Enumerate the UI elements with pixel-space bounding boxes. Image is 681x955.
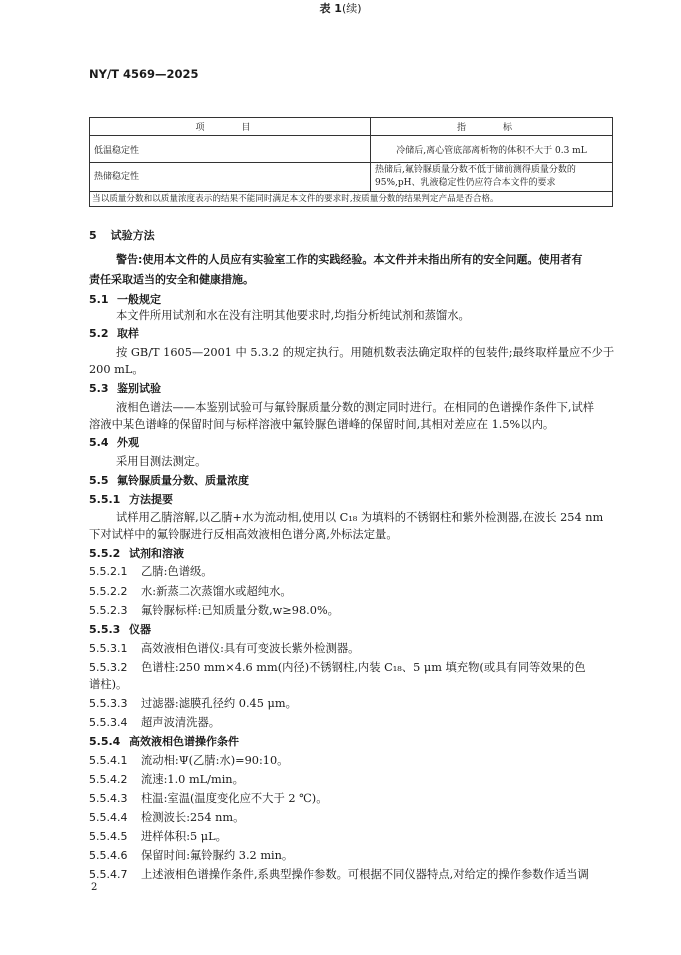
table-cell-spec-line: 95%,pH、乳液稳定性仍应符合本文件的要求 bbox=[375, 178, 556, 188]
paragraph: 溶液中某色谱峰的保留时间与标样溶液中氟铃脲色谱峰的保留时间,其相对差应在 1.5%以内。 bbox=[89, 418, 555, 431]
section-number: 5.5.2 bbox=[89, 547, 121, 560]
section-number: 5.5.1 bbox=[89, 493, 121, 506]
section-title: 氟铃脲质量分数、质量浓度 bbox=[117, 474, 249, 487]
clause bbox=[89, 827, 227, 847]
standard-code: NY/T 4569—2025 bbox=[89, 67, 199, 81]
table-cell-item: 低温稳定性 bbox=[90, 136, 371, 163]
clause-number: 5.5.3.3 bbox=[89, 697, 128, 710]
clause bbox=[89, 789, 328, 809]
section-number: 5.2 bbox=[89, 327, 109, 340]
clause-number: 5.5.3.4 bbox=[89, 716, 128, 729]
clause-number: 5.5.2.1 bbox=[89, 565, 128, 578]
clause bbox=[89, 658, 586, 678]
section-number: 5 bbox=[89, 229, 97, 242]
section-5-5-2-heading bbox=[89, 544, 184, 564]
section-title: 试验方法 bbox=[110, 229, 155, 242]
table-cell-spec-line: 热储后,氟铃脲质量分数不低于储前测得质量分数的 bbox=[375, 165, 576, 175]
clause-number: 5.5.2.3 bbox=[89, 604, 128, 617]
section-5-4-heading bbox=[89, 433, 139, 453]
clause bbox=[89, 601, 339, 621]
section-title: 试剂和溶液 bbox=[129, 547, 184, 560]
clause-text: 高效液相色谱仪:具有可变波长紫外检测器。 bbox=[141, 642, 360, 655]
section-5-heading bbox=[89, 226, 155, 246]
section-title: 仪器 bbox=[129, 623, 151, 636]
clause bbox=[89, 846, 293, 866]
table-cell-spec: 冷储后,离心管底部离析物的体积不大于 0.3 mL bbox=[371, 136, 613, 163]
table-caption bbox=[0, 0, 681, 16]
clause-number: 5.5.4.6 bbox=[89, 849, 128, 862]
clause bbox=[89, 770, 244, 790]
section-title: 鉴别试验 bbox=[117, 382, 161, 395]
table-note-row bbox=[90, 192, 613, 207]
clause-continuation: 谱柱)。 bbox=[89, 678, 128, 691]
clause-text: 流动相:Ψ(乙腈:水)=90:10。 bbox=[141, 754, 289, 767]
section-number: 5.5 bbox=[89, 474, 109, 487]
clause-number: 5.5.4.1 bbox=[89, 754, 128, 767]
spec-table bbox=[89, 117, 613, 207]
paragraph: 本文件所用试剂和水在没有注明其他要求时,均指分析纯试剂和蒸馏水。 bbox=[116, 309, 470, 322]
paragraph: 下对试样中的氟铃脲进行反相高效液相色谱分离,外标法定量。 bbox=[89, 528, 398, 541]
section-number: 5.5.4 bbox=[89, 735, 121, 748]
clause-number: 5.5.2.2 bbox=[89, 585, 128, 598]
clause-text: 过滤器:滤膜孔径约 0.45 μm。 bbox=[141, 697, 297, 710]
clause-text: 进样体积:5 μL。 bbox=[141, 830, 227, 843]
clause bbox=[89, 713, 220, 733]
clause-text: 水:新蒸二次蒸馏水或超纯水。 bbox=[141, 585, 292, 598]
clause-text: 保留时间:氟铃脲约 3.2 min。 bbox=[141, 849, 294, 862]
table-caption-label: 表 1 bbox=[319, 2, 342, 15]
table-cell-item: 热储稳定性 bbox=[90, 163, 371, 192]
section-number: 5.1 bbox=[89, 293, 109, 306]
table-row bbox=[90, 163, 613, 192]
warning-line: 警告:使用本文件的人员应有实验室工作的实践经验。本文件并未指出所有的安全问题。使用者有 bbox=[116, 253, 583, 266]
paragraph: 200 mL。 bbox=[89, 363, 144, 376]
section-title: 一般规定 bbox=[117, 293, 161, 306]
clause-number: 5.5.3.1 bbox=[89, 642, 128, 655]
section-5-3-heading bbox=[89, 379, 161, 399]
section-5-5-1-heading bbox=[89, 490, 173, 510]
paragraph: 液相色谱法——本鉴别试验可与氟铃脲质量分数的测定同时进行。在相同的色谱操作条件下,试样 bbox=[116, 401, 595, 414]
clause bbox=[89, 694, 297, 714]
clause-text: 检测波长:254 nm。 bbox=[141, 811, 245, 824]
section-5-5-3-heading bbox=[89, 620, 151, 640]
clause bbox=[89, 582, 292, 602]
table-header-item: 项 目 bbox=[90, 118, 371, 136]
clause-text: 超声波清洗器。 bbox=[141, 716, 221, 729]
clause-text: 乙腈:色谱级。 bbox=[141, 565, 213, 578]
paragraph: 试样用乙腈溶解,以乙腈+水为流动相,使用以 C₁₈ 为填料的不锈钢柱和紫外检测器,在波长 254 nm bbox=[116, 511, 604, 524]
clause-text: 上述液相色谱操作条件,系典型操作参数。可根据不同仪器特点,对给定的操作参数作适当调 bbox=[141, 868, 589, 881]
section-5-5-4-heading bbox=[89, 732, 239, 752]
clause-text: 色谱柱:250 mm×4.6 mm(内径)不锈钢柱,内装 C₁₈、5 μm 填充物(或具有同等效果的色 bbox=[141, 661, 586, 674]
page-number: 2 bbox=[91, 882, 98, 893]
clause bbox=[89, 808, 244, 828]
section-number: 5.4 bbox=[89, 436, 109, 449]
clause-number: 5.5.4.7 bbox=[89, 868, 128, 881]
warning-line: 责任采取适当的安全和健康措施。 bbox=[89, 273, 254, 286]
section-number: 5.5.3 bbox=[89, 623, 121, 636]
clause bbox=[89, 865, 589, 885]
clause-number: 5.5.4.4 bbox=[89, 811, 128, 824]
clause-number: 5.5.4.5 bbox=[89, 830, 128, 843]
table-header-row bbox=[90, 118, 613, 136]
clause-number: 5.5.3.2 bbox=[89, 661, 128, 674]
clause-text: 流速:1.0 mL/min。 bbox=[141, 773, 244, 786]
clause bbox=[89, 562, 213, 582]
clause-text: 柱温:室温(温度变化应不大于 2 ℃)。 bbox=[141, 792, 328, 805]
clause bbox=[89, 751, 288, 771]
section-number: 5.3 bbox=[89, 382, 109, 395]
section-5-5-heading bbox=[89, 471, 249, 491]
section-5-2-heading bbox=[89, 324, 139, 344]
clause-number: 5.5.4.2 bbox=[89, 773, 128, 786]
table-row bbox=[90, 136, 613, 163]
table-cell-spec bbox=[371, 163, 613, 192]
clause-text: 氟铃脲标样:已知质量分数,w≥98.0%。 bbox=[141, 604, 339, 617]
paragraph: 采用目测法测定。 bbox=[116, 455, 207, 468]
paragraph: 按 GB/T 1605—2001 中 5.3.2 的规定执行。用随机数表法确定取样的包装件;最终取样量应不少于 bbox=[116, 346, 615, 359]
section-title: 高效液相色谱操作条件 bbox=[129, 735, 239, 748]
table-header-spec: 指 标 bbox=[371, 118, 613, 136]
clause bbox=[89, 639, 359, 659]
section-title: 外观 bbox=[117, 436, 139, 449]
table-note: 当以质量分数和以质量浓度表示的结果不能同时满足本文件的要求时,按质量分数的结果判定产品是否合格。 bbox=[90, 192, 613, 207]
clause-number: 5.5.4.3 bbox=[89, 792, 128, 805]
table-caption-cont: (续) bbox=[341, 2, 362, 15]
section-title: 方法提要 bbox=[129, 493, 173, 506]
section-title: 取样 bbox=[117, 327, 139, 340]
